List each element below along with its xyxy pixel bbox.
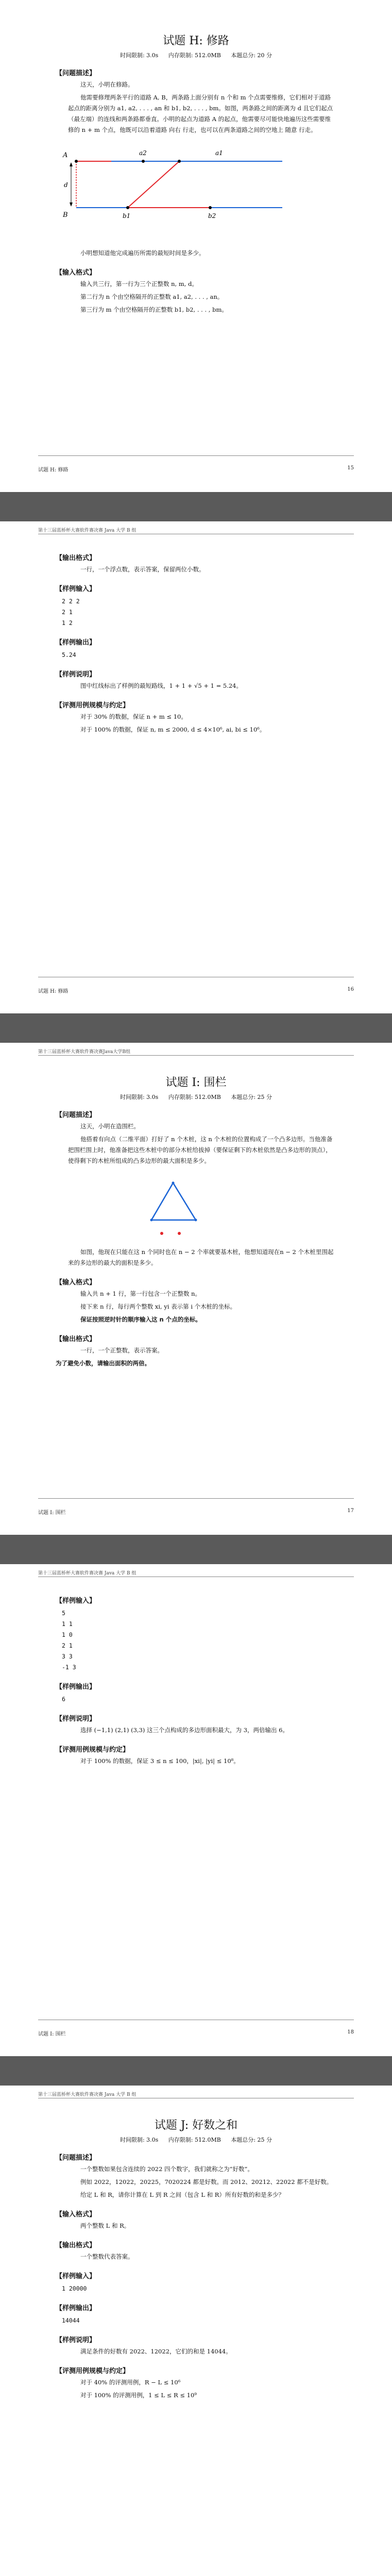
paragraph: 一行，一个浮点数，表示答案，保留两位小数。: [80, 566, 205, 573]
output-note: 为了避免小数，请输出面积的两倍。: [56, 1360, 150, 1367]
removed-post: [178, 1232, 181, 1235]
section-heading: 【样例输入】: [56, 2273, 96, 2280]
fence-diagram: [56, 1173, 336, 1245]
problem-meta: [56, 51, 336, 59]
sample-output: 14044: [62, 2317, 80, 2324]
label-b1: b1: [123, 212, 131, 219]
constraint: 对于 100% 的数据，保证 n, m ≤ 2000, d ≤ 4×10⁶, ai, bi ≤ 10⁶。: [80, 726, 266, 733]
paragraph: 如图，他现在只能在这 n 个同时也在 n − 2 个率就要基木桩，他想知道现在n − 2 个木桩里围起来的多边形的最大的面积是多少。: [68, 1248, 334, 1266]
sample-input-line: 1 0: [62, 1631, 73, 1638]
constraint: 对于 40% 的评测用例，R − L ≤ 10⁶: [80, 2379, 181, 2386]
input-line: 第二行为 n 个由空格隔开的正整数 a1, a2, . . . , an。: [80, 293, 224, 300]
section-heading: 【评测用例规模与约定】: [56, 2367, 130, 2375]
memory-limit: 内存限制: 512.0MB: [168, 52, 221, 59]
page-header: 第十三届蓝桥杯大赛软件赛决赛 Java 大学 B 组: [38, 528, 137, 533]
header-rule: [38, 1055, 354, 1056]
memory-limit: 内存限制: 512.0MB: [168, 2137, 221, 2143]
arrow-head-icon: [70, 202, 73, 207]
page-18: [0, 1564, 392, 2056]
repair-point: [209, 206, 212, 209]
section-heading: 【输入格式】: [56, 1279, 96, 1286]
paragraph: 一个整数如果包含连续的 2022 四个数字，我们就称之为“好数”。: [80, 2165, 253, 2173]
paragraph: 他搭着有向点（二维平面）打好了 n 个木桩，这 n 个木桩的位置构成了一个凸多边形。当他准备把围栏围上时，他准备把这些木桩中的部分木桩给拔掉（要保证剩下的木桩依然是凸多边形的顶点），使得剩下的木桩所组成的凸多边形的最大面积是多少。: [68, 1136, 333, 1164]
section-heading: 【样例说明】: [56, 2336, 96, 2344]
input-line: 输入共 n + 1 行，第一行包含一个正整数 n。: [80, 1290, 201, 1297]
fence-post: [150, 1219, 153, 1222]
section-heading: 【问题描述】: [56, 70, 96, 77]
sample-output: 5.24: [62, 651, 76, 658]
paragraph: 这天，小明在造围栏。: [80, 1123, 140, 1130]
problem-title: 试题 J: 好数之和: [154, 2119, 238, 2132]
footer-title: 试题 H: 修路: [38, 467, 69, 473]
page-19: [0, 2086, 392, 2576]
page-number: 16: [347, 987, 354, 992]
paragraph: 选择 (−1,1) (2,1) (3,3) 这三个点构成的多边形面积最大，为 3，两倍输出 6。: [80, 1726, 288, 1734]
sample-input-line: 2 1: [62, 1642, 73, 1649]
sample-input-line: 5: [62, 1609, 65, 1617]
input-line: 接下来 n 行，每行两个整数 xi, yi 表示第 i 个木桩的坐标。: [80, 1303, 236, 1310]
paragraph: 满足条件的好数有 2022、12022，它们的和是 14044。: [80, 2348, 232, 2355]
problem-meta: [56, 1093, 336, 1101]
section-heading: 【样例说明】: [56, 1715, 96, 1723]
input-line: 第三行为 m 个由空格隔开的正整数 b1, b2, . . . , bm。: [80, 306, 228, 313]
sample-input-line: 2 1: [62, 608, 73, 616]
arrow-head-icon: [70, 162, 73, 166]
problem-title: 试题 H: 修路: [163, 35, 229, 47]
section-heading: 【样例输出】: [56, 639, 96, 647]
sample-input-line: 1 2: [62, 619, 73, 626]
footer-title: 试题 H: 修路: [38, 989, 69, 994]
paragraph: 两个整数 L 和 R。: [80, 2222, 130, 2229]
fence-polygon: [151, 1183, 196, 1220]
section-heading: 【输出格式】: [56, 2242, 96, 2249]
section-heading: 【评测用例规模与约定】: [56, 1746, 130, 1754]
label-a2: a2: [139, 149, 147, 157]
time-limit: 时间限制: 3.0s: [120, 2137, 159, 2143]
memory-limit: 内存限制: 512.0MB: [168, 1094, 221, 1100]
section-heading: 【问题描述】: [56, 1111, 96, 1119]
total-score: 本题总分: 25 分: [231, 1094, 272, 1100]
total-score: 本题总分: 25 分: [231, 2137, 272, 2143]
page-header: 第十三届蓝桥杯大赛软件赛决赛Java大学B组: [38, 1049, 131, 1055]
input-line: 输入共三行，第一行为三个正整数 n, m, d。: [80, 280, 198, 287]
page-header: 第十三届蓝桥杯大赛软件赛决赛 Java 大学 B 组: [38, 2092, 137, 2097]
problem-title: 试题 I: 围栏: [165, 1076, 227, 1089]
label-b2: b2: [208, 212, 216, 219]
page-header: 第十三届蓝桥杯大赛软件赛决赛 Java 大学 B 组: [38, 1571, 137, 1576]
paragraph: 图中红线标出了样例的最短路线，1 + 1 + √5 + 1 = 5.24。: [80, 682, 242, 689]
repair-point: [75, 160, 78, 163]
section-heading: 【样例输出】: [56, 1683, 96, 1691]
repair-point: [178, 160, 181, 163]
fence-post: [195, 1219, 197, 1222]
paragraph: 一行，一个正整数，表示答案。: [80, 1347, 163, 1354]
section-heading: 【样例说明】: [56, 671, 96, 679]
footer-title: 试题 I: 围栏: [38, 2031, 66, 2037]
page-16: [0, 521, 392, 1013]
sample-input-line: 3 3: [62, 1653, 73, 1660]
sample-input-line: 2 2 2: [62, 598, 80, 605]
label-road-a: A: [63, 151, 68, 159]
road-diagram: [56, 141, 336, 239]
section-heading: 【样例输出】: [56, 2304, 96, 2312]
fence-post: [172, 1182, 175, 1184]
paragraph: 他需要修理两条平行的道路 A, B，两条路上面分别有 n 个和 m 个点需要维修，它们相对于道路起点的距离分别为 a1, a2, . . . , an 和 b1, b2, . . . , bm。如图，两条路之间的距离为 d 且它们起点（最左端）的连线和两条路都垂直。小明的起点为道路 A 的起点，他需要尽可能快地遍历这些需要维修的 n + m 个点，他既可以沿着道路 向右 行走，也可以在两条道路之间的空地上 随意 行走。: [68, 94, 333, 133]
total-score: 本题总分: 20 分: [231, 52, 272, 59]
constraint: 对于 100% 的数据，保证 3 ≤ n ≤ 100，|xi|, |yi| ≤ 10⁸。: [80, 1757, 240, 1765]
sample-input-line: 1 1: [62, 1620, 73, 1628]
time-limit: 时间限制: 3.0s: [120, 52, 159, 59]
page-number: 15: [347, 465, 354, 471]
label-road-b: B: [63, 211, 68, 219]
section-heading: 【输出格式】: [56, 1335, 96, 1343]
problem-meta: [56, 2136, 336, 2144]
route-red-diagonal: [128, 161, 179, 208]
constraint: 对于 100% 的评测用例，1 ≤ L ≤ R ≤ 10⁹: [80, 2392, 197, 2399]
page-number: 18: [347, 2029, 354, 2035]
footer-title: 试题 I: 围栏: [38, 1510, 66, 1516]
section-heading: 【输出格式】: [56, 554, 96, 562]
footer-rule: [38, 1498, 354, 1499]
section-heading: 【样例输入】: [56, 585, 96, 593]
section-heading: 【问题描述】: [56, 2154, 96, 2162]
sample-input-line: -1 3: [62, 1664, 76, 1671]
sample-input: 1 20000: [62, 2285, 87, 2292]
footer-rule: [38, 455, 354, 456]
input-note: 保证按照逆时针的顺序输入这 n 个点的坐标。: [80, 1316, 201, 1323]
label-a1: a1: [215, 149, 223, 157]
page-number: 17: [347, 1508, 354, 1514]
sample-output: 6: [62, 1696, 65, 1703]
paragraph: 一个整数代表答案。: [80, 2253, 134, 2260]
constraint: 对于 30% 的数据，保证 n + m ≤ 10。: [80, 713, 187, 720]
paragraph: 这天，小明在修路。: [80, 81, 134, 88]
paragraph: 给定 L 和 R，请你计算在 L 到 R 之间（包含 L 和 R）所有好数的和是多少？: [80, 2191, 284, 2198]
time-limit: 时间限制: 3.0s: [120, 1094, 159, 1100]
section-heading: 【输入格式】: [56, 269, 96, 277]
repair-point: [126, 206, 129, 209]
section-heading: 【评测用例规模与约定】: [56, 702, 130, 709]
page-15: [0, 0, 392, 492]
page-17: [0, 1043, 392, 1535]
paragraph: 例如 2022，12022，20225，7020224 都是好数。而 2012、20212、22022 都不是好数。: [80, 2178, 333, 2185]
section-heading: 【输入格式】: [56, 2211, 96, 2218]
paragraph: 小明想知道他完成遍历所需的最短时间是多少。: [80, 249, 205, 257]
repair-point: [142, 160, 145, 163]
removed-post: [160, 1232, 163, 1235]
label-d: d: [64, 181, 68, 189]
section-heading: 【样例输入】: [56, 1597, 96, 1605]
